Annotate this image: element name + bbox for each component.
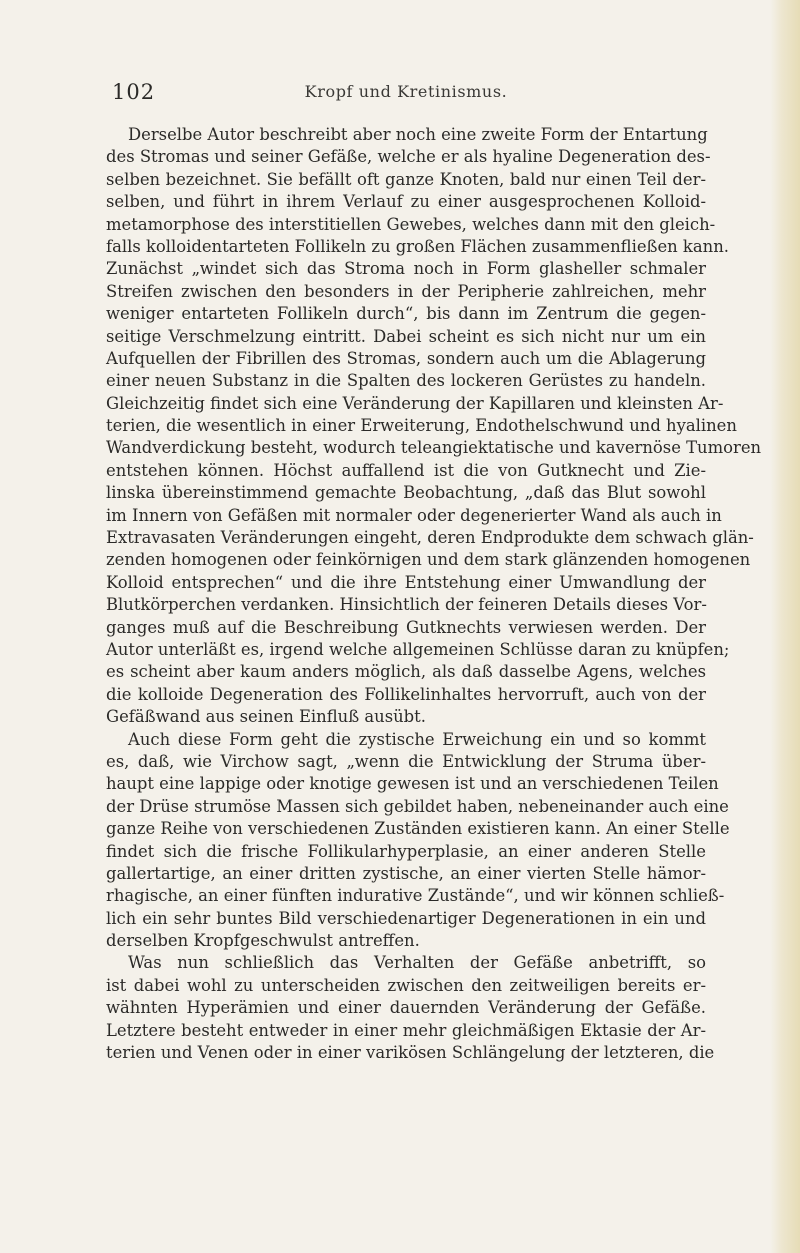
text-line: Auch diese Form geht die zystische Erweichung ein und so kommt (128, 729, 706, 749)
text-line: metamorphose des interstitiellen Gewebes, welches dann mit den gleich- (106, 214, 716, 234)
text-line: es, daß, wie Virchow sagt, „wenn die Entwicklung der Struma über- (106, 751, 706, 771)
text-line: findet sich die frische Follikularhyperplasie, an einer anderen Stelle (106, 841, 706, 861)
text-line: falls kolloidentarteten Follikeln zu großen Flächen zusammenfließen kann. (106, 236, 729, 256)
text-line: Wandverdickung besteht, wodurch teleangiektatische und kavernöse Tumoren (106, 438, 762, 458)
text-line: lich ein sehr buntes Bild verschiedenartiger Degenerationen in ein und (106, 908, 706, 928)
text-line: einer neuen Substanz in die Spalten des lockeren Gerüstes zu handeln. (106, 371, 706, 391)
text-line: die kolloide Degeneration des Follikelinhaltes hervorruft, auch von der (106, 684, 706, 704)
text-line: Aufquellen der Fibrillen des Stromas, sondern auch um die Ablagerung (106, 348, 706, 368)
text-line: weniger entarteten Follikeln durch“, bis dann im Zentrum die gegen- (106, 304, 706, 324)
text-line: rhagische, an einer fünften indurative Zustände“, und wir können schließ- (106, 886, 725, 906)
text-line: Blutkörperchen verdanken. Hinsichtlich der feineren Details dieses Vor- (106, 595, 707, 615)
text-line: Streifen zwischen den besonders in der Peripherie zahlreichen, mehr (106, 281, 706, 301)
text-line: terien und Venen oder in einer varikösen Schlängelung der letzteren, die (106, 1043, 715, 1063)
text-line: ganges muß auf die Beschreibung Gutknechts verwiesen werden. Der (106, 617, 706, 637)
text-line: terien, die wesentlich in einer Erweiterung, Endothelschwund und hyalinen (106, 416, 737, 436)
text-line: Was nun schließlich das Verhalten der Gefäße anbetrifft, so (128, 953, 706, 973)
page-edge-shadow (770, 0, 800, 1253)
text-line: wähnten Hyperämien und einer dauernden Veränderung der Gefäße. (106, 998, 706, 1018)
text-line: Derselbe Autor beschreibt aber noch eine zweite Form der Entartung (128, 125, 708, 144)
text-line: haupt eine lappige oder knotige gewesen ist und an verschiedenen Teilen (106, 774, 719, 794)
running-head (112, 80, 700, 110)
text-line: im Innern von Gefäßen mit normaler oder degenerierter Wand als auch in (106, 505, 722, 525)
text-line: ganze Reihe von verschiedenen Zuständen existieren kann. An einer Stelle (106, 819, 730, 839)
text-line: Autor unterläßt es, irgend welche allgemeinen Schlüsse daran zu knüpfen; (106, 639, 730, 659)
text-line: zenden homogenen oder feinkörnigen und dem stark glänzenden homogenen (106, 550, 751, 570)
text-line: Gleichzeitig findet sich eine Veränderung der Kapillaren und kleinsten Ar- (106, 393, 724, 413)
text-line: Extravasaten Veränderungen eingeht, deren Endprodukte dem schwach glän- (106, 528, 754, 548)
text-line: linska übereinstimmend gemachte Beobachtung, „daß das Blut sowohl (106, 483, 706, 503)
text-line: entstehen können. Höchst auffallend ist die von Gutknecht und Zie- (106, 460, 706, 480)
text-line: Gefäßwand aus seinen Einfluß ausübt. (106, 707, 426, 727)
text-line: gallertartige, an einer dritten zystische, an einer vierten Stelle hämor- (106, 863, 706, 883)
body-text (106, 124, 762, 1064)
text-line: selben, und führt in ihrem Verlauf zu einer ausgesprochenen Kolloid- (106, 192, 706, 212)
text-line: der Drüse strumöse Massen sich gebildet haben, nebeneinander auch eine (106, 796, 729, 816)
text-line: seitige Verschmelzung eintritt. Dabei scheint es sich nicht nur um ein (106, 326, 706, 346)
text-line: Zunächst „windet sich das Stroma noch in Form glasheller schmaler (106, 259, 706, 279)
page-number: 102 (112, 80, 156, 104)
text-line: Kolloid entsprechen“ und die ihre Entstehung einer Umwandlung der (106, 572, 706, 592)
running-title: Kropf und Kretinismus. (304, 82, 508, 101)
text-line: des Stromas und seiner Gefäße, welche er als hyaline Degeneration des- (106, 147, 711, 167)
text-line: Letztere besteht entweder in einer mehr gleichmäßigen Ektasie der Ar- (106, 1020, 706, 1040)
text-line: es scheint aber kaum anders möglich, als daß dasselbe Agens, welches (106, 662, 706, 682)
text-line: derselben Kropfgeschwulst antreffen. (106, 931, 420, 951)
text-line: ist dabei wohl zu unterscheiden zwischen den zeitweiligen bereits er- (106, 975, 706, 995)
text-line: selben bezeichnet. Sie befällt oft ganze Knoten, bald nur einen Teil der- (106, 169, 706, 189)
